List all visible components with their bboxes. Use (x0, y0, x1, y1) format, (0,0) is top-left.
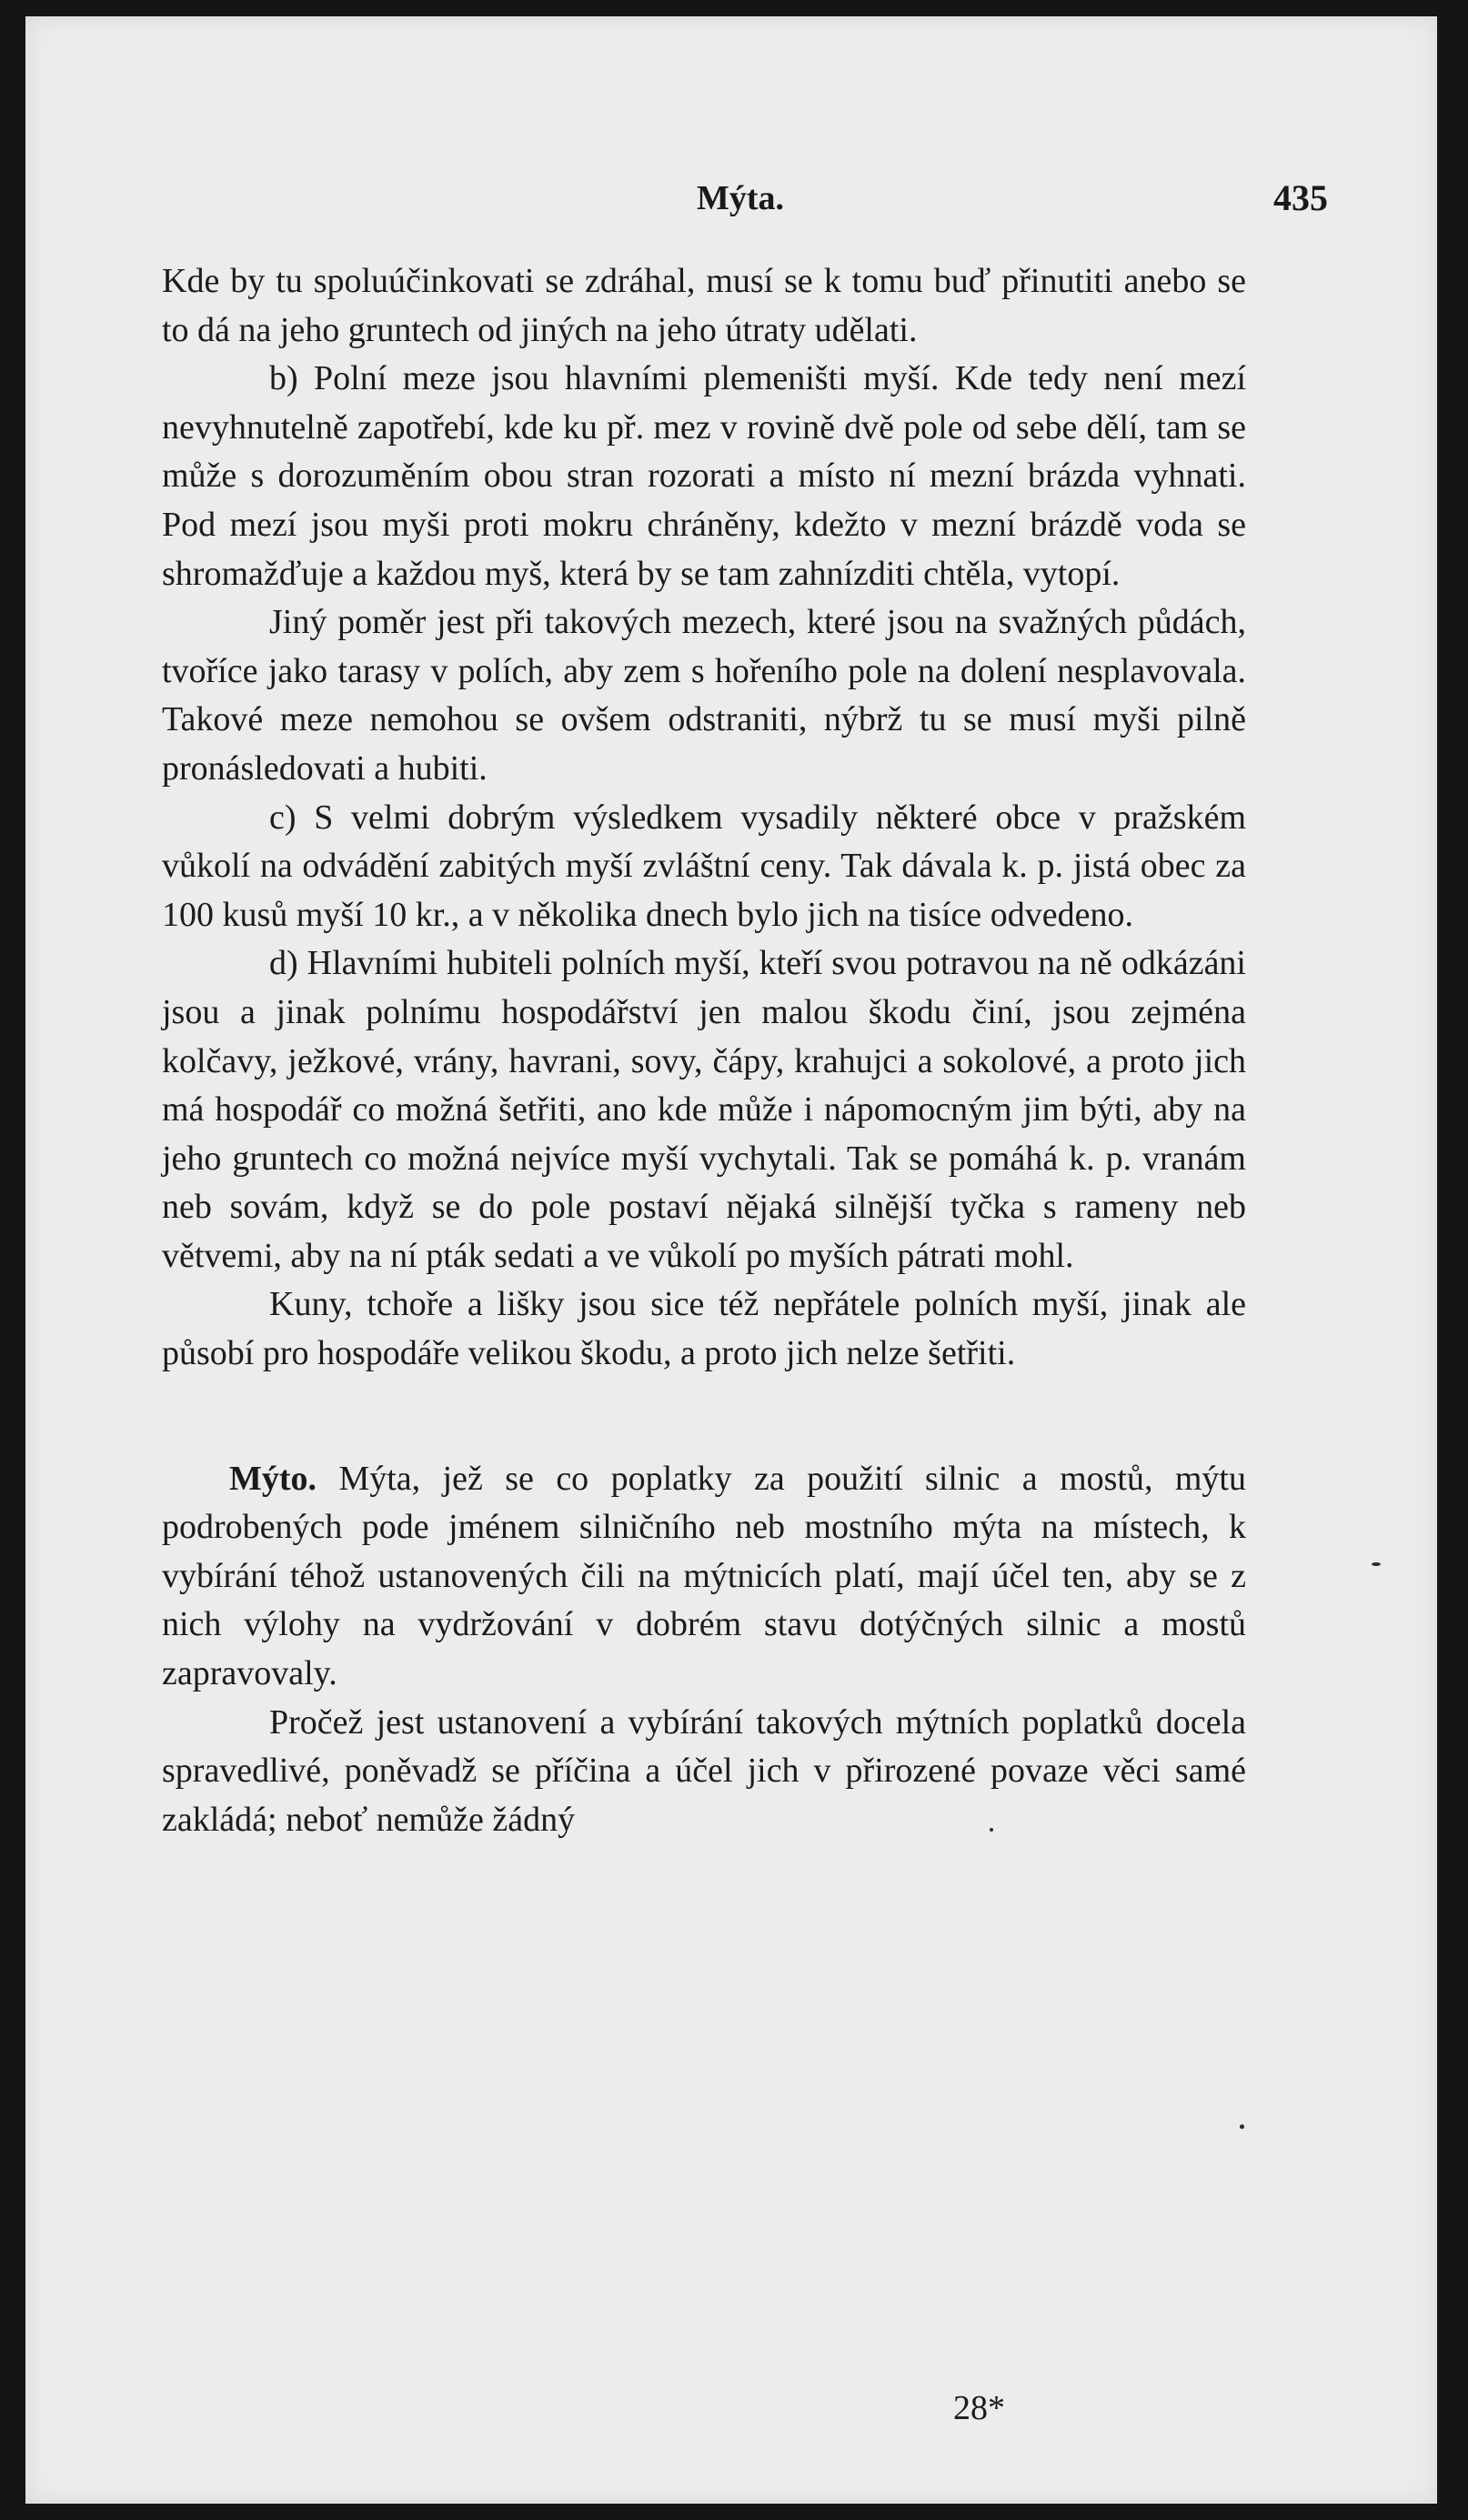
paragraph: Kde by tu spoluúčinkovati se zdráhal, musí se k tomu buď přinutiti anebo se to dá na jeho gruntech od jiných na jeho útraty udělati. (162, 262, 1246, 349)
article-headword: Mýto. (229, 1459, 317, 1498)
signature-mark: 28* (953, 2389, 1005, 2427)
body-text (162, 257, 1246, 1844)
page-number: 435 (1273, 177, 1328, 218)
paper-speck (1240, 2124, 1244, 2129)
paragraph: d) Hlavními hubiteli polních myší, kteří svou potravou na ně odkázáni jsou a jinak polnímu hospodářství jen malou škodu činí, jsou zejména kolčavy, ježkové, vrány, havrani, sovy, čápy, krahujci a sokolové, a proto jich má hospodář co možná šetřiti, ano kde může i nápomocným jim býti, aby na jeho gruntech co možná nejvíce myší vychytali. Tak se pomáhá k. p. vranám neb sovám, když se do pole postaví nějaká silnější tyčka s rameny neb větvemi, aby na ní pták sedati a ve vůkolí po myších pátrati mohl. (162, 944, 1246, 1275)
book-page (25, 16, 1437, 2504)
article-paragraph (162, 1455, 1246, 1699)
paragraph: Jiný poměr jest při takových mezech, které jsou na svažných půdách, tvoříce jako tarasy v polích, aby zem s hořeního pole na dolení nesplavovala. Takové meze nemohou se ovšem odstraniti, nýbrž tu se musí myši pilně pronásledovati a hubiti. (162, 603, 1246, 788)
paper-speck (1372, 1562, 1381, 1566)
paragraph: c) S velmi dobrým výsledkem vysadily některé obce v pražském vůkolí na odvádění zabitých myší zvláštní ceny. Tak dávala k. p. jistá obec za 100 kusů myší 10 kr., a v několika dnech bylo jich na tisíce odvedeno. (162, 798, 1246, 934)
running-title: Mýta. (696, 179, 785, 217)
paragraph: Pročež jest ustanovení a vybírání takových mýtních poplatků docela spravedlivé, poněvadž se příčina a účel jich v přirozené povaze věci samé zakládá; neboť nemůže žádný (162, 1702, 1246, 1839)
paragraph: Kuny, tchoře a lišky jsou sice též nepřátele polních myší, jinak ale působí pro hospodáře velikou škodu, a proto jich nelze šetřiti. (162, 1285, 1246, 1373)
article-text: Mýta, jež se co poplatky za použití silnic a mostů, mýtu podrobených pode jménem silničního neb mostního mýta na místech, k vybírání téhož ustanovených čili na mýtnicích platí, mají účel ten, aby se z nich výlohy na vydržování v dobrém stavu dotýčných silnic a mostů zapravovaly. (162, 1459, 1246, 1693)
page-header (25, 171, 1437, 226)
paragraph: b) Polní meze jsou hlavními plemeništi myší. Kde tedy není mezí nevyhnutelně zapotřebí, kde ku př. mez v rovině dvě pole od sebe dělí, tam se může s dorozuměním obou stran rozorati a místo ní mezní brázda vyhnati. Pod mezí jsou myši proti mokru chráněny, kdežto v mezní brázdě voda se shromažďuje a každou myš, která by se tam zahnízditi chtěla, vytopí. (162, 359, 1246, 593)
paper-speck (990, 1828, 993, 1832)
